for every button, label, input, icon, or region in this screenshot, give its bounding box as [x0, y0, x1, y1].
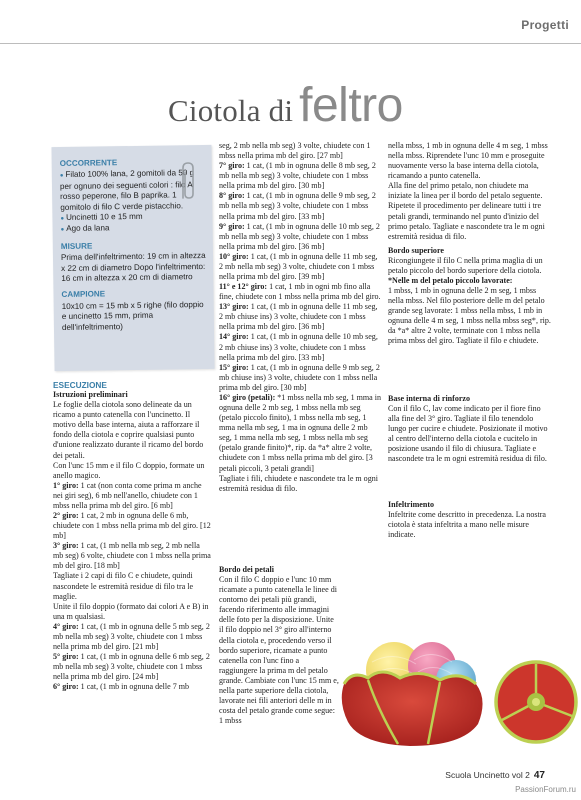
round-16: 16° giro (petali): *1 mbss nella mb seg, 1 mma in ognuna delle 2 mb seg, 1 mbss nella mb seg (petalo piccolo finito), 1 mbss nella mb seg, 1 mma nella mb seg, 1 ma in ognuna delle 2 mb seg, 1 mma nella mb seg, 1 mbss nella mb seg (petalo grande finito)*, rip. da *a* altre 2 volte, chiudete con 1 mbss nella prima mb del giro. [3 petali piccoli, 3 petali grandi]: [219, 392, 381, 473]
round-15: 15° giro: 1 cat, (1 mb in ognuna delle 9 mb seg, 2 mb chiuse ins) 3 volte, chiudete con 1 mbss nella prima mb del giro. [30 mb]: [219, 362, 380, 392]
column-2: [219, 141, 382, 494]
alla-text: Alla fine del primo petalo, non chiudete ma iniziate la linea per il bordo del petalo seguente. Ripetete il procedimento per delineare tutti i tre petali grandi, terminando nel punto d'inizio del primo petalo. Tagliate e nascondete tra le m ogni estremità residua di filo.: [388, 181, 545, 241]
bordo-superiore-heading: Bordo superiore: [388, 245, 444, 255]
misure-text: Prima dell'infeltrimento: 19 cm in altezza x 22 cm di diametro Dopo l'infeltrimento: 16 cm in altezza x 20 cm di diametro: [60, 251, 206, 284]
magazine-name: Scuola Uncinetto vol 2: [445, 770, 530, 780]
infeltrimento-text: Infeltrite come descritto in precedenza. La nostra ciotola è stata infeltrita a mano nelle misure indicate.: [388, 510, 546, 540]
base-text: Con il filo C, lav come indicato per il fiore fino alla fine del 3° giro. Tagliate il filo tenendolo lungo per cucire e chiudete. Posizionate il motivo al centro dell'interno della ciotola e cucitelo in posizione usando il filo di chiusura. Tagliate e nascondete tra le m ogni estremità residua di filo.: [388, 404, 548, 464]
bullet-icon: ●: [60, 227, 65, 234]
round-2: 2° giro: 1 cat, 2 mb in ognuna delle 6 mb, chiudete con 1 mbss nella prima mb del giro. [12 mb]: [53, 511, 211, 541]
esecuzione-heading: ESECUZIONE: [53, 380, 107, 390]
occorrente-heading: OCCORRENTE: [59, 158, 118, 169]
page-footer: [445, 770, 545, 781]
page-title: [168, 79, 403, 132]
ago-item: ● Ago da lana: [60, 223, 110, 234]
tagliate-text: Tagliate i 2 capi di filo C e chiudete, quindi nascondete le estremità residue di filo tra le maglie.: [53, 571, 194, 601]
infeltrimento-section: [388, 500, 551, 540]
round-14: 14° giro: 1 cat, (1 mb in ognuna delle 10 mb seg, 2 mb chiuse ins) 3 volte, chiudete con 1 mbss nella prima mb del giro. [33 mb]: [219, 332, 378, 362]
bordo-superiore-text: Ricongiungete il filo C nella prima maglia di un petalo piccolo del bordo superiore della ciotola.: [388, 255, 543, 275]
bowl-photo: [338, 640, 581, 748]
column-1: [53, 380, 211, 692]
round-6-cont: seg, 2 mb nella mb seg) 3 volte, chiudete con 1 mbss nella prima mb del giro. [27 mb]: [219, 141, 371, 161]
bordo-petali-text: Con il filo C doppio e l'unc 10 mm ricamate a punto catenella le linee di contorno dei petali più grandi, facendo riferimento alle immagini delle foto per la disposizione. Unite il filo doppio nel 3° giro all'interno della ciotola e, procedendo verso il bordo superiore, ricamate a punto catenella con l'unc fino a raggiungere la prima m del petalo grande. Cambiate con l'unc 15 mm e, nella parte superiore della ciotola, lavorate nei fili anteriori delle m in costa del petalo grande come segue: 1 mbss: [219, 575, 339, 726]
round-1: 1° giro: 1 cat (non conta come prima m anche nei giri seg), 6 mb nell'anello, chiudete con 1 mbss nella prima mb del giro. [6 mb]: [53, 480, 202, 510]
intro-text: Con l'unc 15 mm e il filo C doppio, formate un anello magico.: [53, 460, 205, 480]
bordo-petali-heading: Bordo dei petali: [219, 565, 274, 574]
title-part-1: Ciotola di: [168, 93, 294, 128]
round-4: 4° giro: 1 cat, (1 mb in ognuna delle 5 mb seg, 2 mb nella mb seg) 3 volte, chiudete con 1 mbss nella prima mb del giro. [21 mb]: [53, 621, 210, 652]
uncinetti-item: ● Uncinetti 10 e 15 mm: [60, 211, 143, 223]
istruzioni-heading: Istruzioni preliminari: [53, 390, 128, 400]
column-3: [388, 141, 551, 347]
tagliate-text-2: Tagliate i fili, chiudete e nascondete tra le m ogni estremità residua di filo.: [219, 473, 378, 493]
round-10: 10° giro: 1 cat, (1 mb in ognuna delle 11 mb seg, 2 mb nella mb seg) 3 volte, chiudete con 1 mbss nella prima mb del giro. [39 mb]: [219, 251, 378, 282]
occorrente-item: ● Filato 100% lana, 2 gomitoli da 50 g per ognuno dei seguenti colori : filo A rosso peperone, filo B paprika. 1 gomitolo di filo C verde pistacchio.: [59, 168, 195, 212]
title-part-2: feltro: [299, 79, 403, 132]
felt-bowl: [342, 672, 483, 746]
base-heading: Base interna di rinforzo: [388, 394, 471, 403]
round-3: 3° giro: 1 cat, (1 mb nella mb seg, 2 mb nella mb seg) 6 volte, chiudete con 1 mbss nella prima mb del giro. [18 mb]: [53, 541, 211, 571]
nelle-label: *Nelle m del petalo piccolo lavorate:: [388, 276, 513, 286]
bullet-icon: ●: [59, 173, 64, 180]
page-number: 47: [533, 770, 545, 781]
col3-cont-text: nella mbss, 1 mb in ognuna delle 4 m seg, 1 mbss nella mbss. Riprendete l'unc 10 mm e proseguite nuovamente verso la base interna della ciotola, ricamando a punto catenella.: [388, 141, 548, 181]
istruzioni-text: Le foglie della ciotola sono delineate da un ricamo a punto catenella con l'uncinetto. Il motivo della base interna, aiuta a rafforzare il fondo della ciotola e coprire qualsiasi punto d'unione realizzato durante il ricamo del bordo dei petali.: [53, 400, 204, 460]
round-8: 8° giro: 1 cat, (1 mb in ognuna delle 9 mb seg, 2 mb nella mb seg) 3 volte, chiudete con 1 mbss nella prima mb del giro. [33 mb]: [219, 191, 376, 221]
base-section: [388, 394, 551, 465]
unite-text: Unite il filo doppio (formato dai colori A e B) in una m qualsiasi.: [53, 601, 209, 621]
section-label: Progetti: [521, 18, 569, 32]
campione-text: 10x10 cm = 15 mb x 5 righe (filo doppio e uncinetto 15 mm, prima dell'infeltrimento): [61, 299, 204, 332]
round-5: 5° giro: 1 cat, (1 mb in ognuna delle 6 mb seg, 2 mb nella mb seg) 3 volte, chiudete con 1 mbss nella prima mb del giro. [24 mb]: [53, 652, 210, 682]
round-9: 9° giro: 1 cat, (1 mb in ognuna delle 10 mb seg, 2 mb nella mb seg) 3 volte, chiudete con 1 mbss nella prima mb del giro. [36 mb]: [219, 221, 380, 251]
infeltrimento-heading: Infeltrimento: [388, 500, 435, 509]
round-11-12: 11° e 12° giro: 1 cat, 1 mb in ogni mb fino alla fine, chiudete con 1 mbss nella prima mb del giro.: [219, 282, 381, 302]
round-6: 6° giro: 1 cat, (1 mb in ognuna delle 7 mb: [53, 682, 190, 692]
round-7: 7° giro: 1 cat, (1 mb in ognuna delle 8 mb seg, 2 mb nella mb seg) 3 volte, chiudete con 1 mbss nella prima mb del giro. [30 mb]: [219, 161, 376, 191]
bullet-icon: ●: [60, 215, 65, 223]
misure-heading: MISURE: [60, 241, 93, 251]
watermark: PassionForum.ru: [515, 785, 576, 794]
header-divider: [0, 43, 581, 44]
round-13: 13° giro: 1 cat, (1 mb in ognuna delle 11 mb seg, 2 mb chiuse ins) 3 volte, chiudete con 1 mbss nella prima mb del giro. [36 mb]: [219, 302, 378, 332]
campione-heading: CAMPIONE: [61, 289, 106, 300]
nelle-text: 1 mbss, 1 mb in ognuna delle 2 m seg, 1 mbss nella mbss. Nel filo posteriore delle m del petalo grande seg lavorate: 1 mbss nella mbss, 1 mb in ognuna delle 4 m seg, 1 mbss nella mbss seg*, rip. da *a* altre 2 volte, terminate con 1 mbss nella prima mbss del giro. Tagliate il filo e chiudete.: [388, 286, 551, 346]
paperclip-icon: [175, 160, 201, 202]
